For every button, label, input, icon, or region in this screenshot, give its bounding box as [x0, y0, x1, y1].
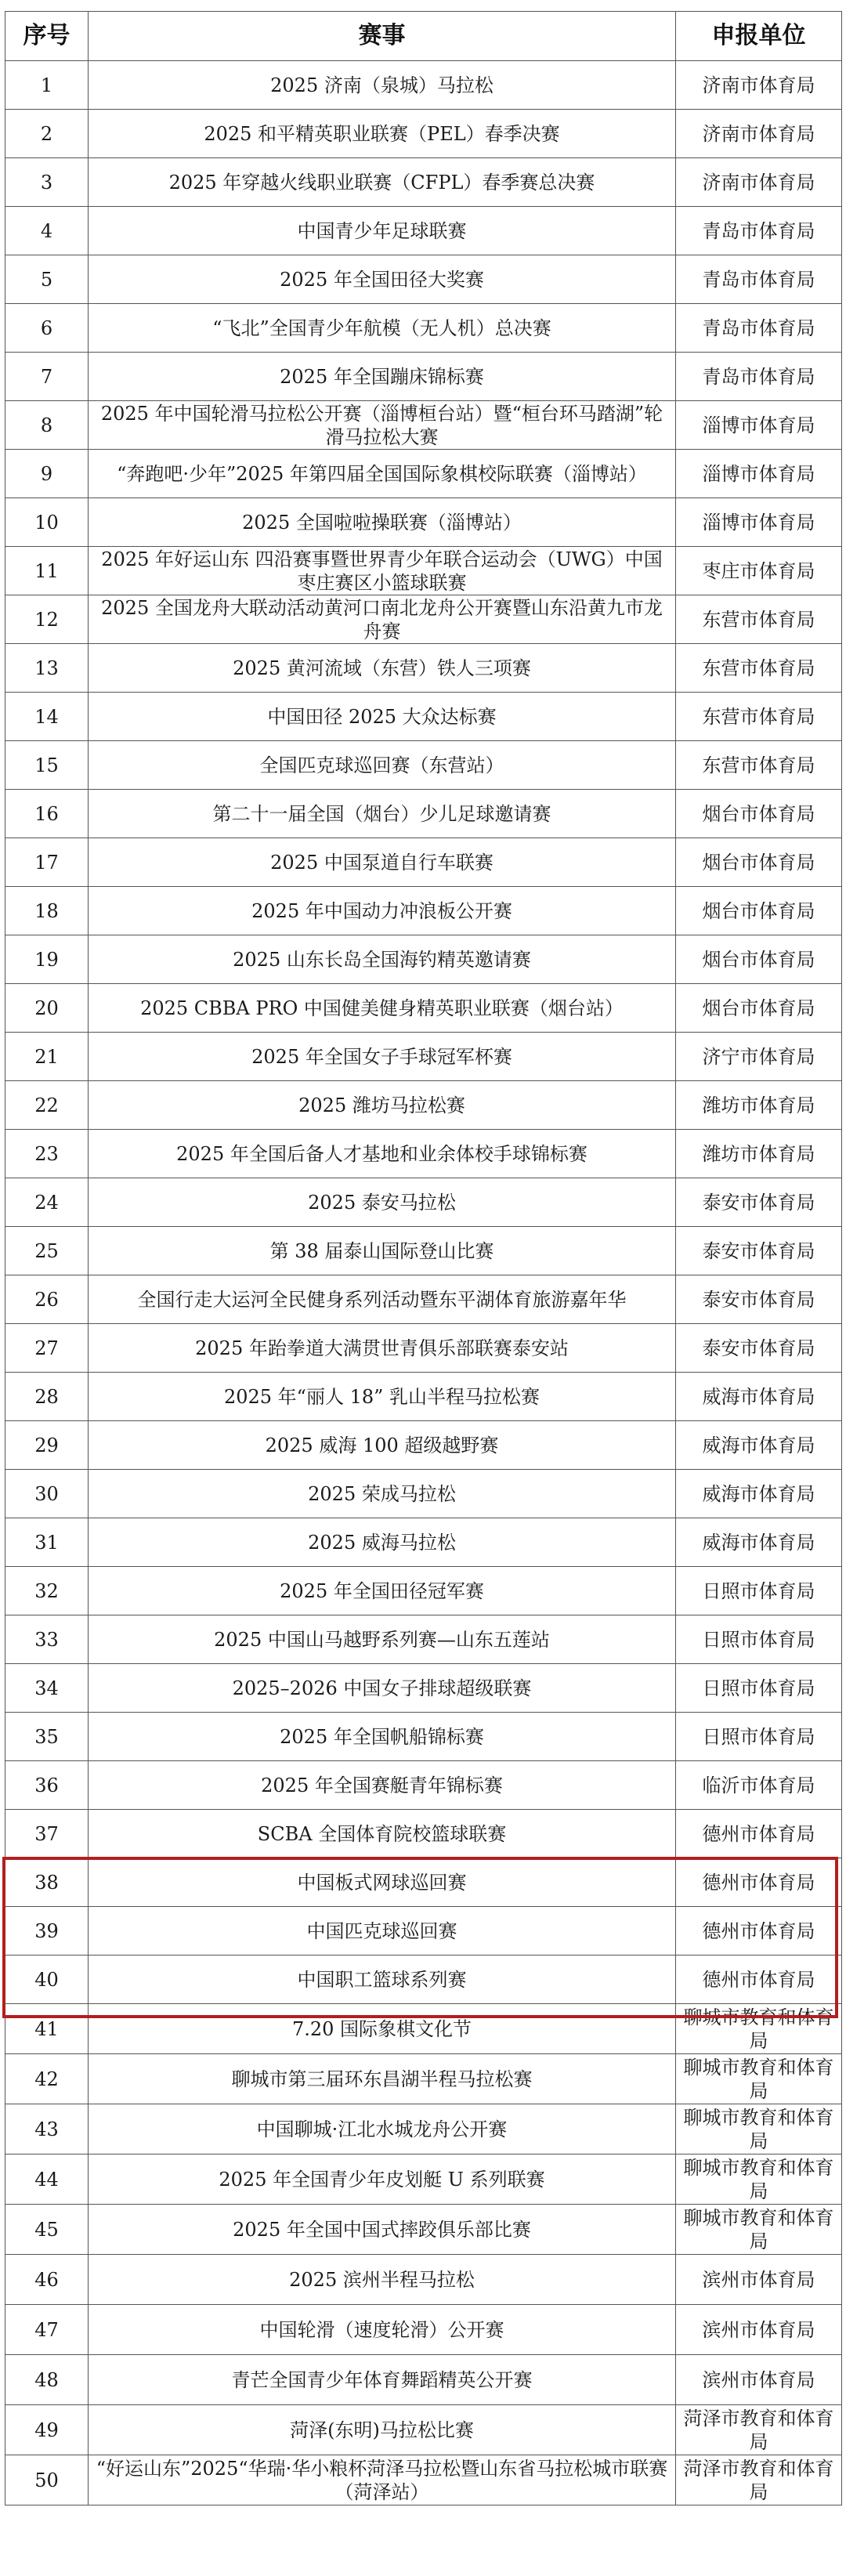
table-row [5, 693, 842, 741]
table-row [5, 1761, 842, 1810]
row-reporting-unit: 日照市体育局 [676, 1567, 842, 1615]
row-serial-number: 46 [5, 2255, 89, 2305]
table-row [5, 547, 842, 595]
table-row [5, 2155, 842, 2205]
row-reporting-unit: 烟台市体育局 [676, 838, 842, 887]
row-reporting-unit: 菏泽市教育和体育局 [676, 2405, 842, 2455]
row-event-name: 2025 年好运山东 四沿赛事暨世界青少年联合运动会（UWG）中国枣庄赛区小篮球联赛 [89, 547, 676, 595]
row-event-name: 2025 年全国后备人才基地和业余体校手球锦标赛 [89, 1130, 676, 1178]
row-serial-number: 23 [5, 1130, 89, 1178]
table-row [5, 61, 842, 110]
table-row [5, 2305, 842, 2355]
row-serial-number: 31 [5, 1518, 89, 1567]
table-row [5, 1470, 842, 1518]
row-reporting-unit: 济宁市体育局 [676, 1033, 842, 1081]
row-event-name: 2025 年全国赛艇青年锦标赛 [89, 1761, 676, 1810]
row-serial-number: 47 [5, 2305, 89, 2355]
row-serial-number: 20 [5, 984, 89, 1033]
row-serial-number: 39 [5, 1907, 89, 1956]
row-reporting-unit: 聊城市教育和体育局 [676, 2155, 842, 2205]
row-event-name: 2025 威海 100 超级越野赛 [89, 1421, 676, 1470]
row-reporting-unit: 青岛市体育局 [676, 255, 842, 304]
row-reporting-unit: 聊城市教育和体育局 [676, 2205, 842, 2255]
row-reporting-unit: 聊城市教育和体育局 [676, 2004, 842, 2054]
table-row [5, 1907, 842, 1956]
events-table [5, 11, 842, 2505]
row-reporting-unit: 泰安市体育局 [676, 1275, 842, 1324]
row-reporting-unit: 青岛市体育局 [676, 207, 842, 255]
table-row [5, 644, 842, 693]
row-reporting-unit: 泰安市体育局 [676, 1178, 842, 1227]
table-row [5, 158, 842, 207]
row-reporting-unit: 德州市体育局 [676, 1858, 842, 1907]
row-event-name: 2025 年全国中国式摔跤俱乐部比赛 [89, 2205, 676, 2255]
table-row [5, 1518, 842, 1567]
row-event-name: 中国青少年足球联赛 [89, 207, 676, 255]
row-serial-number: 17 [5, 838, 89, 887]
row-serial-number: 13 [5, 644, 89, 693]
row-serial-number: 42 [5, 2054, 89, 2104]
table-row [5, 838, 842, 887]
row-event-name: 2025 黄河流域（东营）铁人三项赛 [89, 644, 676, 693]
row-event-name: 2025 荣成马拉松 [89, 1470, 676, 1518]
row-reporting-unit: 滨州市体育局 [676, 2355, 842, 2405]
row-serial-number: 49 [5, 2405, 89, 2455]
row-reporting-unit: 滨州市体育局 [676, 2255, 842, 2305]
row-reporting-unit: 潍坊市体育局 [676, 1081, 842, 1130]
row-serial-number: 24 [5, 1178, 89, 1227]
table-row [5, 304, 842, 353]
table-body [5, 61, 842, 2505]
row-reporting-unit: 烟台市体育局 [676, 984, 842, 1033]
table-row [5, 935, 842, 984]
row-serial-number: 40 [5, 1956, 89, 2004]
row-serial-number: 41 [5, 2004, 89, 2054]
row-reporting-unit: 烟台市体育局 [676, 887, 842, 935]
row-event-name: 中国职工篮球系列赛 [89, 1956, 676, 2004]
row-reporting-unit: 泰安市体育局 [676, 1227, 842, 1275]
row-serial-number: 14 [5, 693, 89, 741]
row-serial-number: 38 [5, 1858, 89, 1907]
row-event-name: 7.20 国际象棋文化节 [89, 2004, 676, 2054]
row-serial-number: 19 [5, 935, 89, 984]
table-row [5, 1275, 842, 1324]
row-event-name: 2025 和平精英职业联赛（PEL）春季决赛 [89, 110, 676, 158]
header-reporting-unit: 申报单位 [676, 12, 842, 61]
row-event-name: 2025 年跆拳道大满贯世青俱乐部联赛泰安站 [89, 1324, 676, 1373]
row-event-name: 中国轮滑（速度轮滑）公开赛 [89, 2305, 676, 2355]
table-row [5, 207, 842, 255]
table-row [5, 595, 842, 644]
row-event-name: 2025 年全国田径大奖赛 [89, 255, 676, 304]
row-event-name: “飞北”全国青少年航模（无人机）总决赛 [89, 304, 676, 353]
row-event-name: 第 38 届泰山国际登山比赛 [89, 1227, 676, 1275]
row-event-name: 菏泽(东明)马拉松比赛 [89, 2405, 676, 2455]
table-row [5, 1178, 842, 1227]
row-reporting-unit: 威海市体育局 [676, 1470, 842, 1518]
row-event-name: 2025 中国泵道自行车联赛 [89, 838, 676, 887]
table-row [5, 1130, 842, 1178]
row-event-name: 全国行走大运河全民健身系列活动暨东平湖体育旅游嘉年华 [89, 1275, 676, 1324]
table-header-row [5, 12, 842, 61]
row-reporting-unit: 济南市体育局 [676, 61, 842, 110]
row-reporting-unit: 聊城市教育和体育局 [676, 2054, 842, 2104]
row-event-name: 2025 中国山马越野系列赛—山东五莲站 [89, 1615, 676, 1664]
row-event-name: 2025 年穿越火线职业联赛（CFPL）春季赛总决赛 [89, 158, 676, 207]
row-reporting-unit: 泰安市体育局 [676, 1324, 842, 1373]
row-serial-number: 1 [5, 61, 89, 110]
row-serial-number: 11 [5, 547, 89, 595]
row-serial-number: 22 [5, 1081, 89, 1130]
row-event-name: 青芒全国青少年体育舞蹈精英公开赛 [89, 2355, 676, 2405]
row-serial-number: 10 [5, 498, 89, 547]
row-reporting-unit: 潍坊市体育局 [676, 1130, 842, 1178]
row-event-name: 2025 济南（泉城）马拉松 [89, 61, 676, 110]
table-row [5, 2355, 842, 2405]
header-serial-number: 序号 [5, 12, 89, 61]
row-event-name: 中国匹克球巡回赛 [89, 1907, 676, 1956]
table-row [5, 450, 842, 498]
row-serial-number: 36 [5, 1761, 89, 1810]
row-reporting-unit: 枣庄市体育局 [676, 547, 842, 595]
row-reporting-unit: 淄博市体育局 [676, 450, 842, 498]
row-serial-number: 26 [5, 1275, 89, 1324]
table-row [5, 1033, 842, 1081]
row-reporting-unit: 东营市体育局 [676, 693, 842, 741]
table-row [5, 1956, 842, 2004]
row-serial-number: 9 [5, 450, 89, 498]
table-row [5, 2104, 842, 2155]
row-reporting-unit: 威海市体育局 [676, 1373, 842, 1421]
row-serial-number: 3 [5, 158, 89, 207]
row-event-name: 聊城市第三届环东昌湖半程马拉松赛 [89, 2054, 676, 2104]
row-serial-number: 7 [5, 353, 89, 401]
row-event-name: 2025 年全国帆船锦标赛 [89, 1713, 676, 1761]
row-serial-number: 12 [5, 595, 89, 644]
row-reporting-unit: 烟台市体育局 [676, 935, 842, 984]
row-event-name: 2025 全国龙舟大联动活动黄河口南北龙舟公开赛暨山东沿黄九市龙舟赛 [89, 595, 676, 644]
row-serial-number: 37 [5, 1810, 89, 1858]
table-row [5, 1858, 842, 1907]
row-event-name: 2025–2026 中国女子排球超级联赛 [89, 1664, 676, 1713]
table-row [5, 2405, 842, 2455]
row-reporting-unit: 德州市体育局 [676, 1956, 842, 2004]
row-reporting-unit: 烟台市体育局 [676, 790, 842, 838]
row-event-name: “好运山东”2025“华瑞·华小粮杯菏泽马拉松暨山东省马拉松城市联赛（菏泽站） [89, 2455, 676, 2505]
row-reporting-unit: 聊城市教育和体育局 [676, 2104, 842, 2155]
table-row [5, 1615, 842, 1664]
row-event-name: SCBA 全国体育院校篮球联赛 [89, 1810, 676, 1858]
row-serial-number: 15 [5, 741, 89, 790]
table-row [5, 1227, 842, 1275]
table-row [5, 790, 842, 838]
row-reporting-unit: 威海市体育局 [676, 1421, 842, 1470]
table-row [5, 1081, 842, 1130]
table-row [5, 1324, 842, 1373]
row-event-name: 2025 全国啦啦操联赛（淄博站） [89, 498, 676, 547]
row-reporting-unit: 东营市体育局 [676, 644, 842, 693]
row-event-name: 2025 年全国田径冠军赛 [89, 1567, 676, 1615]
table-row [5, 984, 842, 1033]
row-serial-number: 34 [5, 1664, 89, 1713]
row-serial-number: 48 [5, 2355, 89, 2405]
table-row [5, 741, 842, 790]
table-row [5, 887, 842, 935]
row-event-name: 2025 年中国动力冲浪板公开赛 [89, 887, 676, 935]
row-reporting-unit: 临沂市体育局 [676, 1761, 842, 1810]
row-reporting-unit: 威海市体育局 [676, 1518, 842, 1567]
table-row [5, 2455, 842, 2505]
row-event-name: 2025 泰安马拉松 [89, 1178, 676, 1227]
row-serial-number: 16 [5, 790, 89, 838]
row-serial-number: 25 [5, 1227, 89, 1275]
row-serial-number: 33 [5, 1615, 89, 1664]
row-serial-number: 45 [5, 2205, 89, 2255]
row-serial-number: 4 [5, 207, 89, 255]
table-row [5, 1664, 842, 1713]
table-row [5, 1421, 842, 1470]
table-row [5, 2054, 842, 2104]
row-reporting-unit: 东营市体育局 [676, 741, 842, 790]
table-row [5, 401, 842, 450]
row-serial-number: 43 [5, 2104, 89, 2155]
row-serial-number: 5 [5, 255, 89, 304]
row-event-name: 2025 CBBA PRO 中国健美健身精英职业联赛（烟台站） [89, 984, 676, 1033]
row-serial-number: 35 [5, 1713, 89, 1761]
row-reporting-unit: 济南市体育局 [676, 158, 842, 207]
table-row [5, 2205, 842, 2255]
row-serial-number: 44 [5, 2155, 89, 2205]
header-event: 赛事 [89, 12, 676, 61]
row-event-name: 2025 年中国轮滑马拉松公开赛（淄博桓台站）暨“桓台环马踏湖”轮滑马拉松大赛 [89, 401, 676, 450]
row-serial-number: 8 [5, 401, 89, 450]
table-row [5, 2255, 842, 2305]
row-reporting-unit: 菏泽市教育和体育局 [676, 2455, 842, 2505]
row-reporting-unit: 德州市体育局 [676, 1907, 842, 1956]
row-serial-number: 30 [5, 1470, 89, 1518]
table-row [5, 110, 842, 158]
row-event-name: 2025 年“丽人 18” 乳山半程马拉松赛 [89, 1373, 676, 1421]
row-event-name: 2025 年全国蹦床锦标赛 [89, 353, 676, 401]
row-reporting-unit: 日照市体育局 [676, 1713, 842, 1761]
row-serial-number: 6 [5, 304, 89, 353]
row-serial-number: 50 [5, 2455, 89, 2505]
row-reporting-unit: 日照市体育局 [676, 1615, 842, 1664]
row-event-name: 中国板式网球巡回赛 [89, 1858, 676, 1907]
row-reporting-unit: 青岛市体育局 [676, 353, 842, 401]
row-reporting-unit: 济南市体育局 [676, 110, 842, 158]
row-event-name: 2025 山东长岛全国海钓精英邀请赛 [89, 935, 676, 984]
row-reporting-unit: 滨州市体育局 [676, 2305, 842, 2355]
table-row [5, 1713, 842, 1761]
table-row [5, 498, 842, 547]
table-row [5, 1567, 842, 1615]
row-serial-number: 28 [5, 1373, 89, 1421]
row-event-name: 中国田径 2025 大众达标赛 [89, 693, 676, 741]
row-event-name: 2025 年全国青少年皮划艇 U 系列联赛 [89, 2155, 676, 2205]
row-serial-number: 2 [5, 110, 89, 158]
row-serial-number: 27 [5, 1324, 89, 1373]
row-event-name: 全国匹克球巡回赛（东营站） [89, 741, 676, 790]
table-row [5, 1810, 842, 1858]
row-reporting-unit: 日照市体育局 [676, 1664, 842, 1713]
row-serial-number: 18 [5, 887, 89, 935]
row-event-name: 2025 潍坊马拉松赛 [89, 1081, 676, 1130]
row-event-name: 2025 滨州半程马拉松 [89, 2255, 676, 2305]
row-reporting-unit: 淄博市体育局 [676, 401, 842, 450]
row-event-name: “奔跑吧·少年”2025 年第四届全国国际象棋校际联赛（淄博站） [89, 450, 676, 498]
row-event-name: 2025 年全国女子手球冠军杯赛 [89, 1033, 676, 1081]
table-row [5, 2004, 842, 2054]
row-serial-number: 21 [5, 1033, 89, 1081]
table-row [5, 255, 842, 304]
row-reporting-unit: 东营市体育局 [676, 595, 842, 644]
table-row [5, 353, 842, 401]
row-reporting-unit: 淄博市体育局 [676, 498, 842, 547]
row-reporting-unit: 青岛市体育局 [676, 304, 842, 353]
row-serial-number: 29 [5, 1421, 89, 1470]
row-event-name: 中国聊城·江北水城龙舟公开赛 [89, 2104, 676, 2155]
table-row [5, 1373, 842, 1421]
row-event-name: 2025 威海马拉松 [89, 1518, 676, 1567]
row-event-name: 第二十一届全国（烟台）少儿足球邀请赛 [89, 790, 676, 838]
row-reporting-unit: 德州市体育局 [676, 1810, 842, 1858]
row-serial-number: 32 [5, 1567, 89, 1615]
